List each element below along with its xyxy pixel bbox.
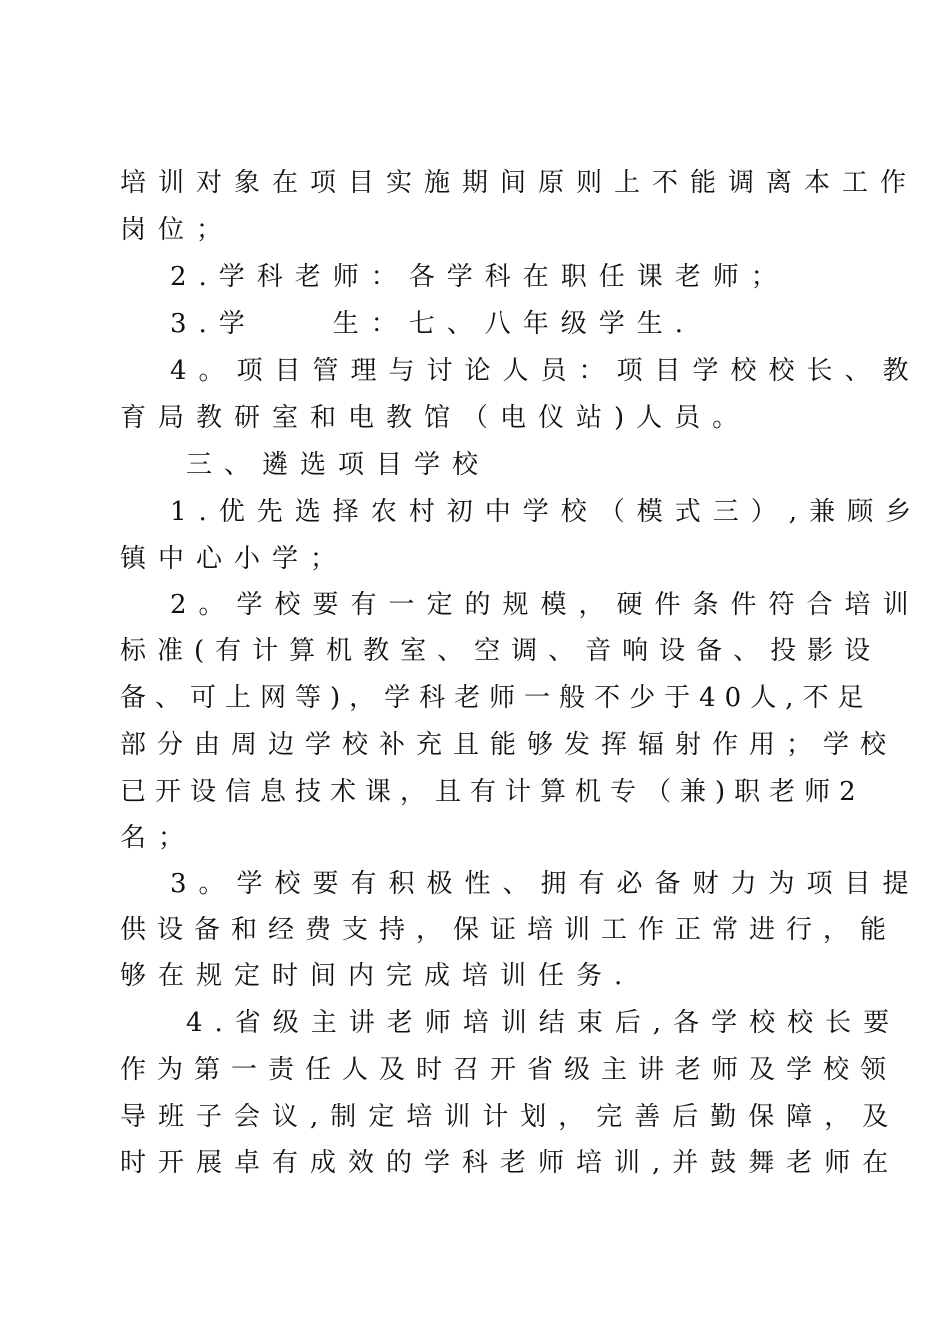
list-item: 3.学 生：七、八年级学生. (170, 309, 696, 339)
list-item: 4.省级主讲老师培训结束后,各学校校长要 (186, 1008, 902, 1038)
text-line: 培训对象在项目实施期间原则上不能调离本工作 (120, 168, 919, 198)
section-heading: 三、遴选项目学校 (186, 450, 491, 480)
text-line: 供设备和经费支持，保证培训工作正常进行，能 (120, 915, 898, 945)
text-line: 育局教研室和电教馆（电仪站)人员。 (120, 403, 751, 433)
text-line: 备、可上网等)，学科老师一般不少于40人,不足 (120, 683, 873, 713)
text-line: 已开设信息技术课，且有计算机专（兼)职老师2 (120, 777, 865, 807)
text-line: 镇中心小学； (120, 544, 349, 574)
list-item: 1.优先选择农村初中学校（模式三）,兼顾乡 (170, 497, 924, 527)
list-item: 2。学校要有一定的规模，硬件条件符合培训 (170, 590, 921, 620)
text-line: 够在规定时间内完成培训任务. (120, 961, 635, 991)
text-line: 作为第一责任人及时召开省级主讲老师及学校领 (120, 1055, 898, 1085)
text-line: 岗位； (120, 215, 235, 245)
text-line: 名； (120, 823, 197, 853)
text-line: 时开展卓有成效的学科老师培训,并鼓舞老师在 (120, 1148, 901, 1178)
list-item: 3。学校要有积极性、拥有必备财力为项目提 (170, 869, 921, 899)
list-item: 4。项目管理与讨论人员：项目学校校长、教 (170, 356, 921, 386)
list-item: 2.学科老师：各学科在职任课老师； (170, 262, 789, 292)
text-line: 标准(有计算机教室、空调、音响设备、投影设 (120, 636, 882, 666)
text-line: 导班子会议,制定培训计划，完善后勤保障，及 (120, 1102, 901, 1132)
text-line: 部分由周边学校补充且能够发挥辐射作用；学校 (120, 730, 898, 760)
